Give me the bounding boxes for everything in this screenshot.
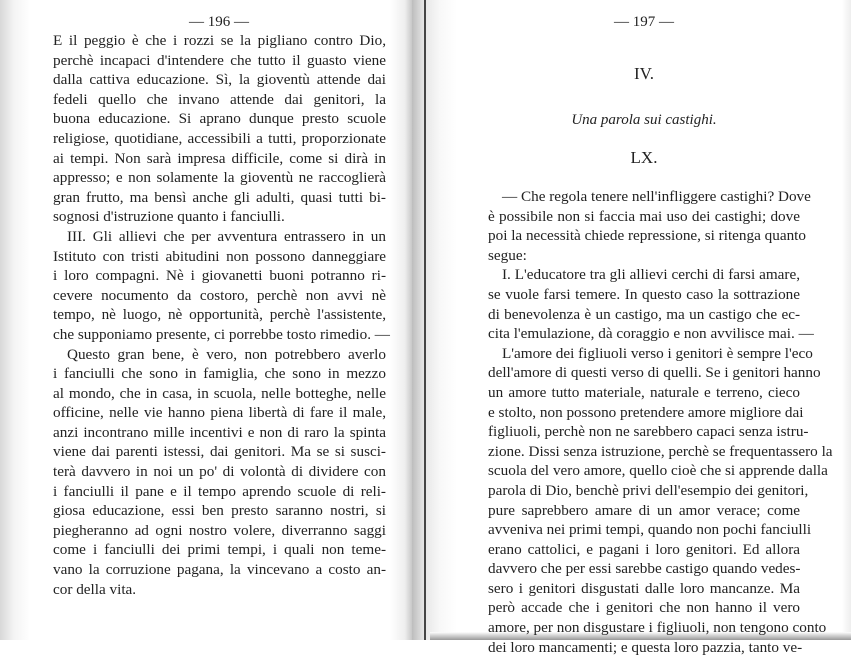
text-line: davvero che per essi sarebbe castigo quando vedes- xyxy=(488,560,801,578)
text-line: pure saprebbero amare di un amor verace; come xyxy=(488,501,800,519)
text-line: fedeli quello che invano attende dai genitori, la xyxy=(53,90,386,108)
text-line: tempo, nè luogo, nè opportunità, perchè l'assistente, xyxy=(53,306,386,324)
text-line: parola di Dio, benchè privi dell'esempio dei genitori, xyxy=(488,481,809,499)
text-line: L'amore dei figliuoli verso i genitori è sempre l'eco xyxy=(502,344,813,362)
text-line: Istituto con tristi abitudini non possono danneggiare xyxy=(53,247,386,265)
text-line: Questo gran bene, è vero, non potrebbero averlo xyxy=(67,345,386,363)
text-line: come i fanciulli dei primi tempi, i quali non teme- xyxy=(53,541,386,559)
text-line: buona educazione. Si aprano dunque presto scuole xyxy=(53,110,386,128)
text-line: I. L'educatore tra gli allievi cerchi di farsi amare, xyxy=(502,266,800,284)
text-line: dei loro mancamenti; e questa loro pazzia, tanto ve- xyxy=(488,638,803,656)
text-line: cita l'emulazione, dà coraggio e non avvilisce mai. — xyxy=(488,325,814,343)
text-line: — Che regola tenere nell'infliggere castighi? Dove xyxy=(502,188,811,205)
text-line: di benevolenza è un castigo, ma un castigo che ec- xyxy=(488,305,800,323)
text-line: viene dai parenti istessi, dai genitori. Ma se si susci- xyxy=(53,443,386,461)
text-line: zione. Dissi senza istruzione, perchè se frequentassero la xyxy=(488,442,833,460)
section-number: LX. xyxy=(630,148,658,167)
text-line: sero i genitori disgustati dalle loro mancanze. Ma xyxy=(488,579,800,597)
text-line: cevere nocumento da costoro, perchè non avvi nè xyxy=(53,286,386,304)
text-line: piegheranno ad ogni nostro volere, diverranno saggi xyxy=(53,521,386,539)
text-line: segue: xyxy=(488,246,527,264)
left-page-number: — 196 — xyxy=(189,14,249,30)
text-line: amore, per non disgustare i figliuoli, non tengono conto xyxy=(488,619,827,637)
text-line: e stolto, non possono pretendere amore migliore dai xyxy=(488,403,804,421)
chapter-title: Una parola sui castighi. xyxy=(571,112,717,128)
text-line: che supponiamo presente, ci porrebbe tosto rimedio. — xyxy=(53,325,390,343)
text-line: officine, nelle vie hanno piena libertà di fare il male, xyxy=(53,404,386,422)
right-page-number: — 197 — xyxy=(614,14,674,30)
text-line: è possibile non si faccia mai uso dei castighi; dove xyxy=(488,207,800,225)
text-line: sognosi d'istruzione quanto i fanciulli. xyxy=(53,208,285,226)
text-line: terà davvero in noi un po' di volontà di dividere con xyxy=(53,463,386,481)
text-line: giosa educazione, essi ben presto saranno nostri, si xyxy=(53,502,386,520)
text-line: appresso; e non solamente la gioventù ne raccoglierà xyxy=(53,169,386,187)
text-line: avveniva nei primi tempi, quando non pochi fanciulli xyxy=(488,521,812,539)
text-line: religiose, quotidiane, accessibili a tutti, proporzionate xyxy=(53,129,386,147)
right-page-text xyxy=(488,187,833,657)
text-line: però accade che i genitori che non hanno il vero xyxy=(488,599,800,617)
text-line: figliuoli, perchè non ne sarebbero capaci senza istru- xyxy=(488,423,809,441)
text-line: se vuole farsi temere. In questo caso la sottrazione xyxy=(488,285,800,303)
text-line: al mondo, che in casa, in scuola, nelle botteghe, nelle xyxy=(53,384,386,402)
left-page-text xyxy=(53,31,390,599)
text-line: i fanciulli il pane e il tempo aprendo scuole di reli- xyxy=(53,482,386,500)
text-line: erano cattolici, e pagani i loro genitori. Ed allora xyxy=(488,540,800,558)
text-line: dell'amore di questi verso di quelli. Se i genitori hanno xyxy=(488,364,821,382)
text-line: i loro compagni. Nè i giovanetti buoni potranno ri- xyxy=(53,267,386,285)
text-line: III. Gli allievi che per avventura entrassero in un xyxy=(67,227,386,245)
text-line: anzi incontrano mille incentivi e non di raro la spinta xyxy=(53,423,386,441)
text-line: i fanciulli che sono in famiglia, che sono in mezzo xyxy=(53,365,386,383)
text-line: scuola del vero amore, quello cioè che si apprende dalla xyxy=(488,462,828,480)
text-line: vano la corruzione pagana, la vincevano a costo an- xyxy=(53,561,386,579)
text-line: cor della vita. xyxy=(53,580,137,598)
book-spine xyxy=(424,0,426,640)
text-line: perchè incapaci d'intendere che tutto il guasto viene xyxy=(53,51,386,69)
text-line: un amore tutto materiale, naturale e terreno, cieco xyxy=(488,383,800,401)
text-line: E il peggio è che i rozzi se la pigliano contro Dio, xyxy=(53,32,386,49)
text-line: ai tempi. Non sarà impresa difficile, come si dirà in xyxy=(53,149,386,167)
text-line: dalla cattiva educazione. Sì, la gioventù attende dai xyxy=(53,71,386,89)
text-line: poi la necessità chiede repressione, si ritenga quanto xyxy=(488,227,806,245)
text-line: gran frutto, ma bensì anche gli adulti, quasi tutti bi- xyxy=(53,188,386,206)
chapter-number: IV. xyxy=(634,64,654,83)
